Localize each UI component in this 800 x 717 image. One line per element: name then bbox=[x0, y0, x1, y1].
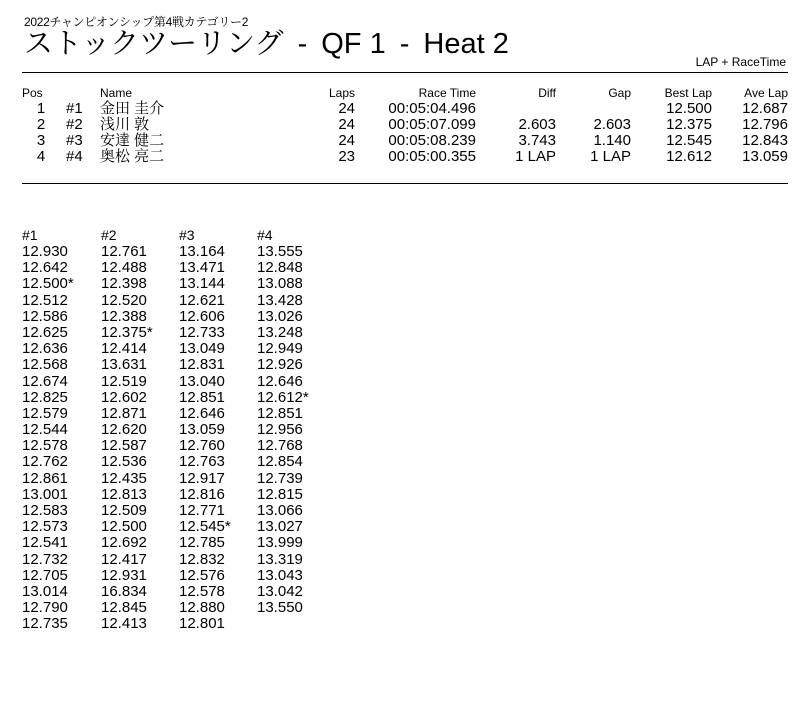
lap-time: 12.375* bbox=[101, 323, 153, 341]
table-row bbox=[22, 149, 788, 165]
lap-time: 12.544 bbox=[22, 421, 68, 439]
pos: 3 bbox=[36, 132, 46, 149]
lap-time: 12.674 bbox=[22, 372, 68, 390]
diff: 2.603 bbox=[518, 116, 556, 133]
lap-time: 13.059 bbox=[179, 421, 225, 439]
lap-time: 12.636 bbox=[22, 340, 68, 358]
race-time: 00:05:04.496 bbox=[388, 100, 476, 117]
lap-time: 12.587 bbox=[101, 437, 147, 455]
lap-time: 12.733 bbox=[179, 323, 225, 341]
lap-time: 13.428 bbox=[257, 291, 303, 309]
laps: 24 bbox=[338, 100, 355, 117]
ave-lap: 12.687 bbox=[742, 100, 788, 117]
lap-column-header: #2 bbox=[101, 227, 117, 243]
lap-time: 12.845 bbox=[101, 599, 147, 617]
lap-time: 13.144 bbox=[179, 275, 225, 293]
lap-time: 12.931 bbox=[101, 566, 147, 584]
ave-lap: 13.059 bbox=[742, 148, 788, 165]
lap-time: 13.027 bbox=[257, 518, 303, 536]
lap-time: 12.417 bbox=[101, 550, 147, 568]
lap-time: 13.026 bbox=[257, 307, 303, 325]
lap-time: 12.760 bbox=[179, 437, 225, 455]
lap-time: 12.854 bbox=[257, 453, 303, 471]
lap-column bbox=[179, 227, 259, 633]
lap-time: 12.398 bbox=[101, 275, 147, 293]
lap-time: 12.692 bbox=[101, 534, 147, 552]
lap-column bbox=[101, 227, 181, 633]
lap-time: 12.413 bbox=[101, 615, 147, 633]
report-mode-label: LAP + RaceTime bbox=[695, 55, 786, 69]
best-lap: 12.612 bbox=[666, 148, 712, 165]
lap-time: 13.049 bbox=[179, 340, 225, 358]
lap-time: 12.871 bbox=[101, 404, 147, 422]
lap-time: 12.861 bbox=[22, 469, 68, 487]
lap-time: 12.705 bbox=[22, 566, 68, 584]
gap: 1.140 bbox=[593, 132, 631, 149]
gap: 1 LAP bbox=[590, 148, 631, 165]
lap-time: 13.040 bbox=[179, 372, 225, 390]
lap-time: 12.816 bbox=[179, 485, 225, 503]
lap-time: 12.620 bbox=[101, 421, 147, 439]
best-lap: 12.500 bbox=[666, 100, 712, 117]
title-session: QF 1 bbox=[321, 28, 386, 60]
lap-time: 12.545* bbox=[179, 518, 231, 536]
lap-time: 12.832 bbox=[179, 550, 225, 568]
lap-time: 13.042 bbox=[257, 582, 303, 600]
title-class: ストックツーリング bbox=[24, 28, 284, 60]
col-laps: Laps bbox=[328, 86, 355, 100]
table-row bbox=[22, 101, 788, 117]
car-number: #4 bbox=[66, 148, 83, 165]
gap bbox=[556, 101, 631, 117]
lap-time: 12.488 bbox=[101, 259, 147, 277]
lap-time: 12.414 bbox=[101, 340, 147, 358]
lap-time: 13.248 bbox=[257, 323, 303, 341]
laps: 23 bbox=[338, 148, 355, 165]
lap-time: 12.520 bbox=[101, 291, 147, 309]
lap-time: 13.999 bbox=[257, 534, 303, 552]
driver-name: 浅川 敦 bbox=[100, 116, 150, 133]
best-lap: 12.375 bbox=[666, 116, 712, 133]
col-pos: Pos bbox=[22, 86, 43, 100]
lap-time: 12.949 bbox=[257, 340, 303, 358]
results-divider bbox=[22, 183, 788, 184]
lap-time: 12.825 bbox=[22, 388, 68, 406]
title-dash: - bbox=[297, 28, 308, 60]
lap-time: 12.785 bbox=[179, 534, 225, 552]
col-diff: Diff bbox=[538, 86, 556, 100]
lap-time: 12.790 bbox=[22, 599, 68, 617]
lap-time: 12.917 bbox=[179, 469, 225, 487]
car-number: #1 bbox=[66, 100, 83, 117]
pos: 4 bbox=[36, 148, 46, 165]
lap-time: 12.739 bbox=[257, 469, 303, 487]
col-blank bbox=[60, 86, 100, 101]
driver-name: 安達 健二 bbox=[100, 132, 165, 149]
col-race-time: Race Time bbox=[418, 86, 476, 100]
lap-time: 12.586 bbox=[22, 307, 68, 325]
lap-time: 12.583 bbox=[22, 502, 68, 519]
lap-time: 12.388 bbox=[101, 307, 147, 325]
lap-time: 12.851 bbox=[257, 404, 303, 422]
lap-time: 12.880 bbox=[179, 599, 225, 617]
lap-time: 12.646 bbox=[257, 372, 303, 390]
ave-lap: 12.843 bbox=[742, 132, 788, 149]
lap-time: 12.512 bbox=[22, 291, 68, 309]
col-ave-lap: Ave Lap bbox=[744, 86, 788, 100]
header-divider bbox=[22, 72, 788, 73]
lap-time: 12.801 bbox=[179, 615, 225, 633]
lap-time: 16.834 bbox=[101, 582, 147, 600]
race-time: 00:05:08.239 bbox=[388, 132, 476, 149]
lap-time: 12.625 bbox=[22, 323, 68, 341]
lap-time: 12.815 bbox=[257, 485, 303, 503]
race-time: 00:05:00.355 bbox=[388, 148, 476, 165]
lap-time: 12.848 bbox=[257, 259, 303, 277]
lap-time: 12.851 bbox=[179, 388, 225, 406]
results-header-row bbox=[22, 86, 788, 101]
lap-time: 12.435 bbox=[101, 469, 147, 487]
lap-time: 13.014 bbox=[22, 582, 68, 600]
lap-column-header: #3 bbox=[179, 227, 195, 243]
lap-time: 12.579 bbox=[22, 404, 68, 422]
gap: 2.603 bbox=[593, 116, 631, 133]
race-time: 00:05:07.099 bbox=[388, 116, 476, 133]
lap-time: 12.576 bbox=[179, 566, 225, 584]
table-row bbox=[22, 117, 788, 133]
lap-time: 12.602 bbox=[101, 388, 147, 406]
lap-time: 12.573 bbox=[22, 518, 68, 536]
laps: 24 bbox=[338, 132, 355, 149]
title-dash: - bbox=[399, 28, 410, 60]
lap-column-header: #1 bbox=[22, 227, 38, 243]
lap-time: 12.761 bbox=[101, 243, 147, 260]
lap-time: 12.771 bbox=[179, 502, 225, 519]
lap-time: 12.500 bbox=[101, 518, 147, 536]
lap-time: 12.500* bbox=[22, 275, 74, 293]
lap-time: 13.319 bbox=[257, 550, 303, 568]
lap-time: 12.642 bbox=[22, 259, 68, 277]
lap-time: 12.732 bbox=[22, 550, 68, 568]
results-table bbox=[22, 86, 788, 165]
lap-time: 12.606 bbox=[179, 307, 225, 325]
lap-time: 12.926 bbox=[257, 356, 303, 374]
col-gap: Gap bbox=[608, 86, 631, 100]
page-title bbox=[24, 26, 509, 62]
event-subtitle: 2022チャンピオンシップ第4戦カテゴリー2 bbox=[24, 15, 249, 29]
lap-time: 13.471 bbox=[179, 259, 225, 277]
lap-time: 13.631 bbox=[101, 356, 147, 374]
best-lap: 12.545 bbox=[666, 132, 712, 149]
lap-column bbox=[257, 227, 337, 616]
driver-name: 奥松 亮二 bbox=[100, 148, 165, 165]
table-row bbox=[22, 133, 788, 149]
col-best-lap: Best Lap bbox=[664, 86, 712, 100]
lap-time: 12.930 bbox=[22, 243, 68, 260]
lap-time: 12.536 bbox=[101, 453, 147, 471]
lap-time: 13.066 bbox=[257, 502, 303, 519]
lap-time: 12.768 bbox=[257, 437, 303, 455]
lap-time: 12.735 bbox=[22, 615, 68, 633]
lap-column-header: #4 bbox=[257, 227, 273, 243]
lap-time: 12.509 bbox=[101, 502, 147, 519]
lap-time: 13.555 bbox=[257, 243, 303, 260]
lap-column bbox=[22, 227, 102, 633]
diff bbox=[476, 101, 556, 117]
lap-time: 12.578 bbox=[22, 437, 68, 455]
car-number: #2 bbox=[66, 116, 83, 133]
lap-time: 12.568 bbox=[22, 356, 68, 374]
lap-time: 13.043 bbox=[257, 566, 303, 584]
driver-name: 金田 圭介 bbox=[100, 100, 165, 117]
lap-time: 12.763 bbox=[179, 453, 225, 471]
col-name: Name bbox=[100, 86, 133, 100]
lap-time: 12.578 bbox=[179, 582, 225, 600]
lap-time: 12.831 bbox=[179, 356, 225, 374]
lap-time: 12.621 bbox=[179, 291, 225, 309]
lap-time: 12.762 bbox=[22, 453, 68, 471]
laps: 24 bbox=[338, 116, 355, 133]
diff: 1 LAP bbox=[515, 148, 556, 165]
car-number: #3 bbox=[66, 132, 83, 149]
lap-time: 12.541 bbox=[22, 534, 68, 552]
lap-time: 12.813 bbox=[101, 485, 147, 503]
lap-time: 13.001 bbox=[22, 485, 68, 503]
lap-time: 12.956 bbox=[257, 421, 303, 439]
lap-time: 13.550 bbox=[257, 599, 303, 617]
ave-lap: 12.796 bbox=[742, 116, 788, 133]
lap-time: 12.519 bbox=[101, 372, 147, 390]
lap-time: 12.646 bbox=[179, 404, 225, 422]
title-heat: Heat 2 bbox=[423, 28, 509, 60]
diff: 3.743 bbox=[518, 132, 556, 149]
lap-time: 12.612* bbox=[257, 388, 309, 406]
lap-time: 13.088 bbox=[257, 275, 303, 293]
pos: 1 bbox=[36, 100, 46, 117]
lap-time: 13.164 bbox=[179, 243, 225, 260]
pos: 2 bbox=[36, 116, 46, 133]
